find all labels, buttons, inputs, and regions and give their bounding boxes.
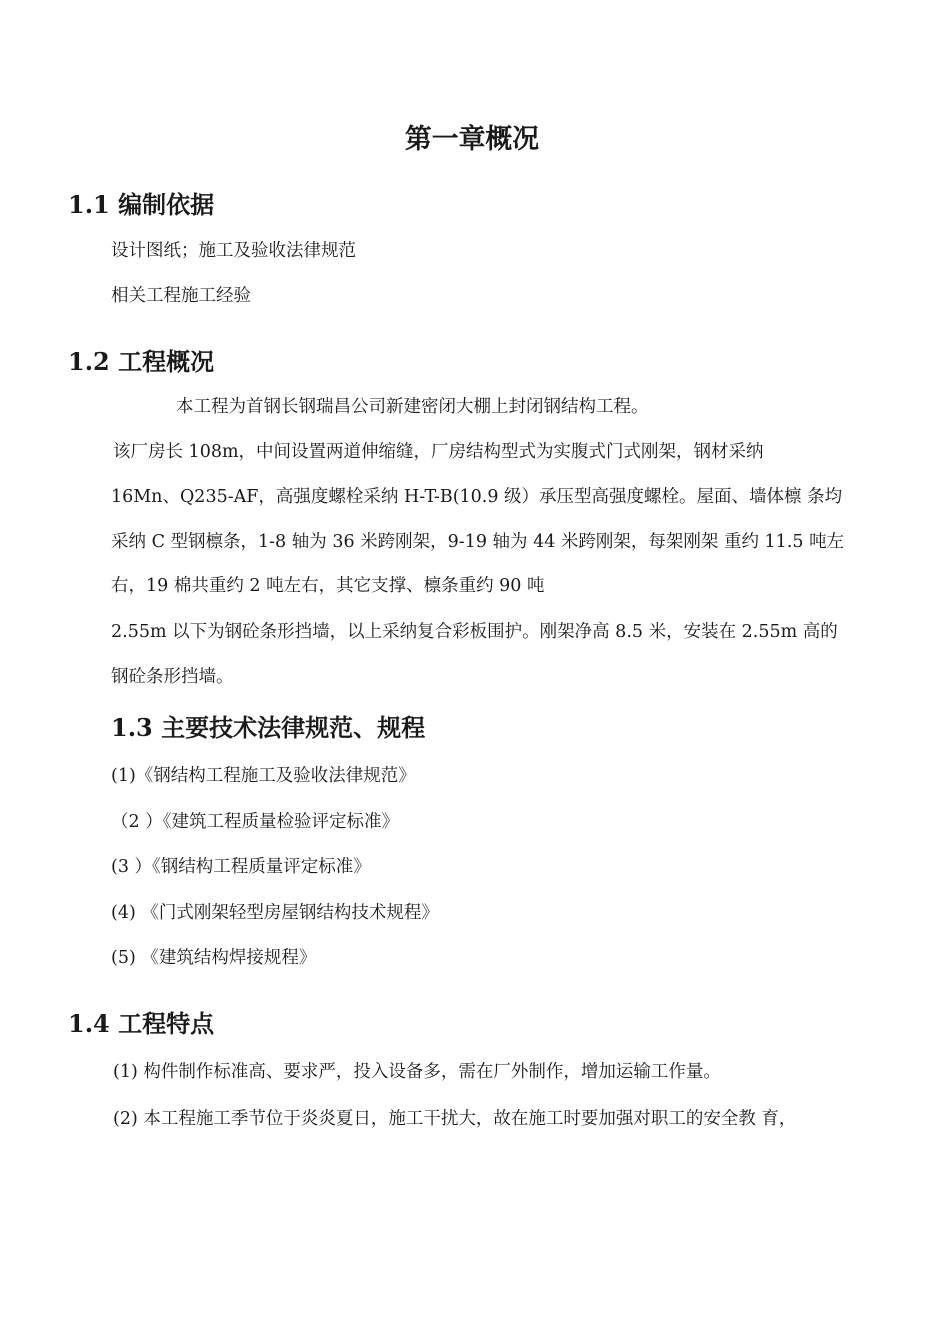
section-heading-1-4: 1.4 工程特点	[68, 1009, 215, 1038]
paragraph-line: 该厂房长 108m，中间设置两道伸缩缝，厂房结构型式为实腹式门式刚架，钢材采纳	[113, 442, 764, 462]
paragraph-line: 采纳 C 型钢檩条，1-8 轴为 36 米跨刚架，9-19 轴为 44 米跨刚架，每架刚架 重约 11.5 吨左	[111, 532, 845, 552]
list-item: (1) 构件制作标准高、要求严，投入设备多，需在厂外制作，增加运输工作量。	[113, 1062, 721, 1082]
list-item: (1)《钢结构工程施工及验收法律规范》	[111, 766, 416, 786]
paragraph-line: 右，19 棉共重约 2 吨左右，其它支撑、檩条重约 90 吨	[111, 576, 545, 596]
paragraph-line: 设计图纸；施工及验收法律规范	[111, 241, 356, 261]
paragraph-line: 本工程为首钢长钢瑞昌公司新建密闭大棚上封闭钢结构工程。	[176, 397, 649, 417]
list-item: (2) 本工程施工季节位于炎炎夏日，施工干扰大，故在施工时要加强对职工的安全教 育，	[113, 1109, 797, 1129]
section-heading-1-3: 1.3 主要技术法律规范、规程	[111, 713, 426, 742]
section-heading-1-2: 1.2 工程概况	[68, 347, 215, 376]
list-item: (4) 《门式刚架轻型房屋钢结构技术规程》	[111, 903, 439, 923]
paragraph-line: 钢砼条形挡墙。	[111, 667, 234, 687]
list-item: (5) 《建筑结构焊接规程》	[111, 948, 317, 968]
list-item: (3 ）《钢结构工程质量评定标准》	[111, 857, 371, 877]
chapter-title: 第一章概况	[404, 124, 540, 155]
list-item: （2 ）《建筑工程质量检验评定标准》	[111, 812, 399, 832]
paragraph-line: 相关工程施工经验	[111, 286, 251, 306]
section-heading-1-1: 1.1 编制依据	[68, 190, 215, 219]
paragraph-line: 2.55m 以下为钢砼条形挡墙，以上采纳复合彩板围护。刚架净高 8.5 米，安装在 2.55m 高的	[111, 622, 838, 642]
paragraph-line: 16Mn、Q235-AF，高强度螺栓采纳 H-T-B(10.9 级）承压型高强度螺栓。屋面、墙体檩 条均	[111, 487, 843, 507]
